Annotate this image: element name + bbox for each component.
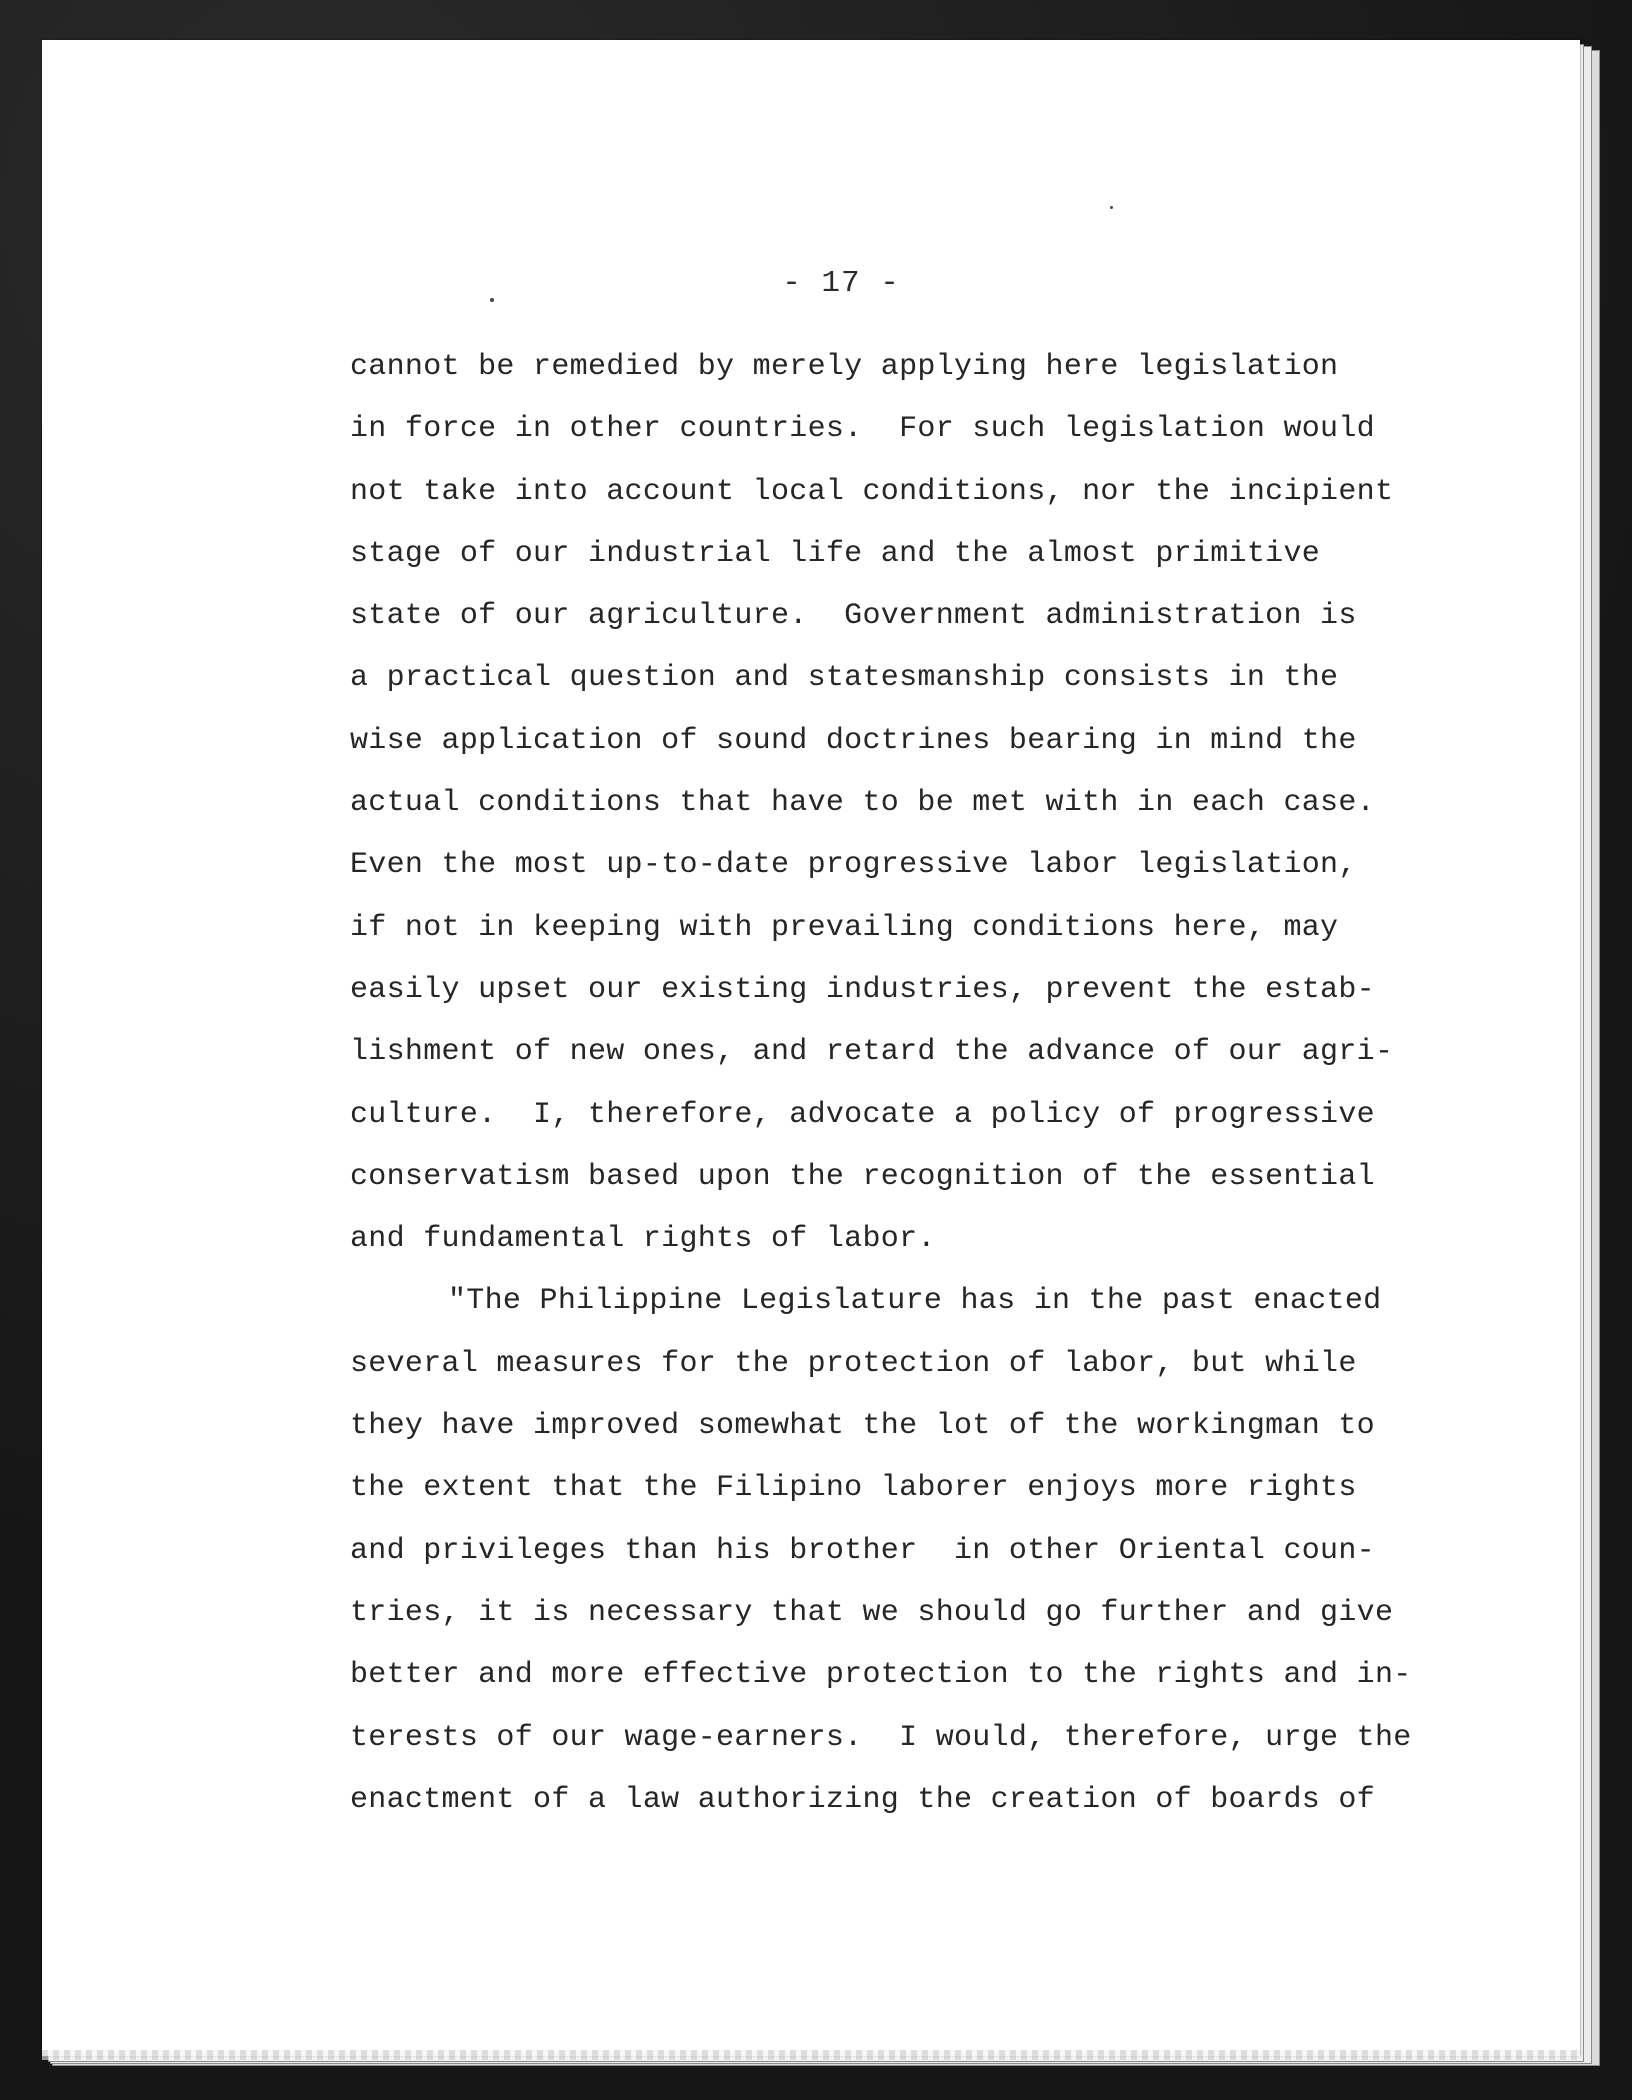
text-line: wise application of sound doctrines bearing in mind the — [350, 723, 1357, 758]
text-line: lishment of new ones, and retard the advance of our agri- — [350, 1035, 1394, 1070]
text-line: the extent that the Filipino laborer enjoys more rights — [350, 1471, 1357, 1506]
text-line: tries, it is necessary that we should go further and give — [350, 1595, 1394, 1630]
text-line: stage of our industrial life and the almost primitive — [350, 536, 1321, 571]
text-line: in force in other countries. For such legislation would — [350, 412, 1375, 447]
text-line: actual conditions that have to be met with in each case. — [350, 786, 1375, 821]
text-line: a practical question and statesmanship consists in the — [350, 661, 1339, 696]
text-line: enactment of a law authorizing the creation of boards of — [350, 1782, 1375, 1817]
text-line: cannot be remedied by merely applying here legislation — [350, 350, 1339, 384]
text-line: better and more effective protection to the rights and in- — [350, 1658, 1412, 1693]
text-line: if not in keeping with prevailing conditions here, may — [350, 910, 1339, 945]
text-line: state of our agriculture. Government administration is — [350, 599, 1357, 634]
text-line: conservatism based upon the recognition of the essential — [350, 1159, 1375, 1194]
text-line: and fundamental rights of labor. — [350, 1222, 936, 1257]
text-line: they have improved somewhat the lot of the workingman to — [350, 1409, 1375, 1444]
document-page — [42, 40, 1580, 2056]
text-line: terests of our wage-earners. I would, therefore, urge the — [350, 1720, 1412, 1755]
text-line: culture. I, therefore, advocate a policy of progressive — [350, 1097, 1375, 1132]
page-number: - 17 - — [782, 266, 900, 301]
text-line: easily upset our existing industries, prevent the estab- — [350, 972, 1375, 1007]
text-line: Even the most up-to-date progressive labor legislation, — [350, 848, 1357, 883]
ink-speck — [1110, 206, 1113, 209]
text-line: several measures for the protection of labor, but while — [350, 1346, 1357, 1381]
text-line: "The Philippine Legislature has in the past enacted — [448, 1284, 1382, 1319]
text-line: and privileges than his brother in other Oriental coun- — [350, 1533, 1375, 1568]
page-bottom-edge — [42, 2050, 1580, 2060]
body-text — [350, 336, 1510, 1831]
text-line: not take into account local conditions, nor the incipient — [350, 474, 1394, 509]
ink-speck — [490, 298, 494, 302]
